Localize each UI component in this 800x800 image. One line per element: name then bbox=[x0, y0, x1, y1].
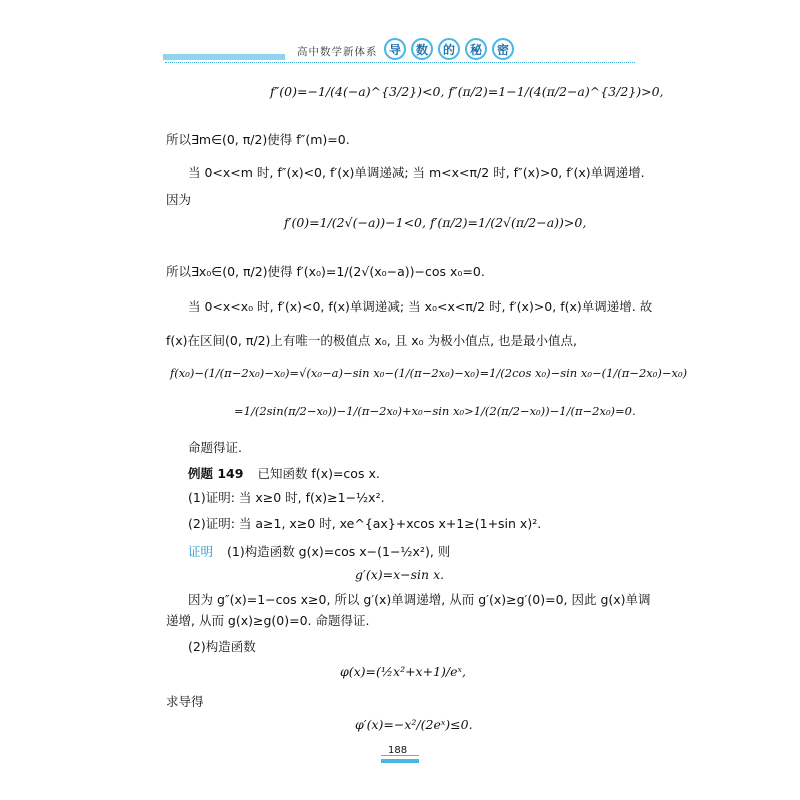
proof-construct-g: (1)构造函数 g(x)=cos x−(1−½x²), 则 bbox=[227, 544, 451, 559]
series-title: 高中数学新体系 bbox=[297, 46, 378, 58]
equation-f2-values: f″(0)=−1/(4(−a)^{3/2})<0, f″(π/2)=1−1/(4(π/2−a)^{3/2})>0, bbox=[270, 84, 664, 99]
equation-gprime: g′(x)=x−sin x. bbox=[355, 567, 445, 582]
title-badge: 的 bbox=[438, 38, 460, 60]
text-construct-phi: (2)构造函数 bbox=[188, 639, 256, 654]
question-2: (2)证明: 当 a≥1, x≥0 时, xe^{ax}+xcos x+1≥(1+sin x)². bbox=[188, 516, 542, 531]
text-qed-1: 命题得证. bbox=[188, 440, 242, 455]
footer-accent-bar bbox=[381, 759, 419, 763]
text-g2-nonnegative: 因为 g″(x)=1−cos x≥0, 所以 g′(x)单调递增, 从而 g′(x)≥g′(0)=0, 因此 g(x)单调 bbox=[188, 592, 651, 607]
title-badge: 数 bbox=[411, 38, 433, 60]
page-header bbox=[0, 34, 800, 74]
text-exists-m: 所以∃m∈(0, π/2)使得 f″(m)=0. bbox=[166, 132, 350, 147]
footer-rule bbox=[381, 755, 419, 756]
text-derivative: 求导得 bbox=[166, 694, 204, 709]
text-monotonic-fprime: 当 0<x<m 时, f″(x)<0, f′(x)单调递减; 当 m<x<π/2 时, f″(x)>0, f′(x)单调递增. bbox=[188, 165, 645, 180]
example-label: 例题 149 bbox=[188, 466, 244, 481]
equation-fprime-values: f′(0)=1/(2√(−a))−1<0, f′(π/2)=1/(2√(π/2−a))>0, bbox=[284, 215, 587, 230]
text-monotonic-f: 当 0<x<x₀ 时, f′(x)<0, f(x)单调递减; 当 x₀<x<π/2 时, f′(x)>0, f(x)单调递增. 故 bbox=[188, 299, 653, 314]
header-dotted-rule bbox=[165, 62, 635, 63]
title-badge: 导 bbox=[384, 38, 406, 60]
text-because: 因为 bbox=[166, 192, 192, 207]
page-number: 188 bbox=[388, 745, 408, 756]
text-exists-x0: 所以∃x₀∈(0, π/2)使得 f′(x₀)=1/(2√(x₀−a))−cos x₀=0. bbox=[166, 264, 485, 279]
title-badge: 密 bbox=[492, 38, 514, 60]
equation-fx0-expansion: f(x₀)−(1/(π−2x₀)−x₀)=√(x₀−a)−sin x₀−(1/(π−2x₀)−x₀)=1/(2cos x₀)−sin x₀−(1/(π−2x₀)−x₀) bbox=[170, 366, 688, 380]
proof-part-1 bbox=[188, 542, 450, 560]
header-accent-bar bbox=[163, 54, 285, 60]
title-badge: 秘 bbox=[465, 38, 487, 60]
example-statement: 已知函数 f(x)=cos x. bbox=[257, 466, 380, 481]
proof-label: 证明 bbox=[188, 544, 214, 559]
equation-phi: φ(x)=(½x²+x+1)/eˣ, bbox=[340, 664, 466, 679]
book-title-badges bbox=[384, 38, 514, 60]
question-1: (1)证明: 当 x≥0 时, f(x)≥1−½x². bbox=[188, 490, 385, 505]
example-149 bbox=[188, 464, 380, 482]
text-unique-extremum: f(x)在区间(0, π/2)上有唯一的极值点 x₀, 且 x₀ 为极小值点, 也是最小值点, bbox=[166, 333, 577, 348]
text-g-increasing: 递增, 从而 g(x)≥g(0)=0. 命题得证. bbox=[166, 613, 370, 628]
equation-fx0-inequality: =1/(2sin(π/2−x₀))−1/(π−2x₀)+x₀−sin x₀>1/(2(π/2−x₀))−1/(π−2x₀)=0. bbox=[234, 404, 636, 418]
equation-phi-prime: φ′(x)=−x²/(2eˣ)≤0. bbox=[355, 717, 473, 732]
